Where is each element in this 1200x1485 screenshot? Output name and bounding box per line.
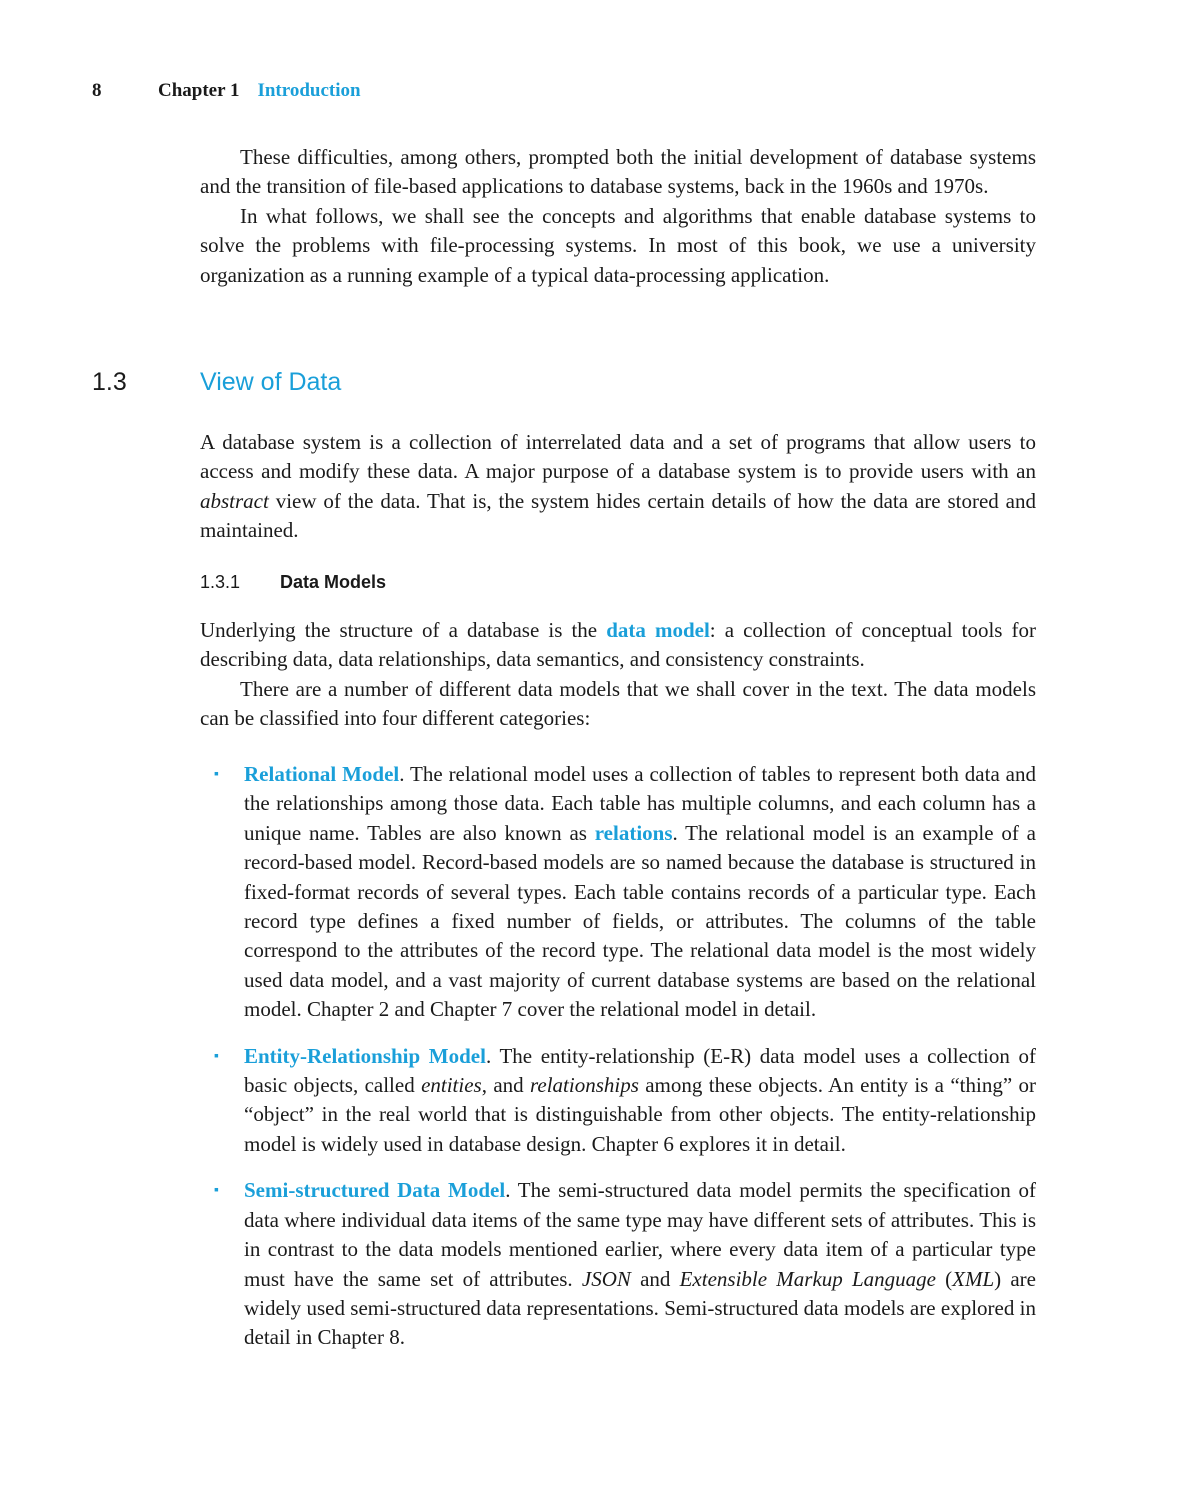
- subsection-title: Data Models: [280, 572, 387, 592]
- data-models-intro: [200, 616, 1036, 734]
- section-intro: [200, 428, 1036, 546]
- emphasis-relationships: relationships: [529, 1073, 639, 1098]
- list-item-semi-structured-model: [200, 1176, 1036, 1352]
- text-run: . The semi-structured data model permits the specification of data where individual data items of the same type may have different sets of attributes. This is in contrast to the data models mentioned earlier, where every data item of a particular type must have the same set of attributes.: [244, 1178, 1036, 1291]
- text-run: . The relational model is an example of a record-based model. Record-based models are so named because the database is structured in fixed-format records of several types. Each table contains records of a particular type. Each record type defines a fixed number of fields, or attributes. The columns of the table correspond to the attributes of the record type. The relational data model is the most widely used data model, and a vast majority of current database systems are based on the relational model. Chapter 2 and Chapter 7 cover the relational model in detail.: [244, 820, 1036, 1022]
- term-relational-model: Relational Model: [244, 762, 400, 786]
- intro-paragraphs: [200, 143, 1036, 290]
- text-run: : a collection of conceptual tools for describing data, data relationships, data semantics, and consistency constraints.: [200, 618, 1037, 672]
- text-run: (: [935, 1266, 953, 1291]
- emphasis-entities: entities: [421, 1073, 482, 1098]
- bullet-icon: ▪: [214, 767, 219, 782]
- list-item-entity-relationship-model: [200, 1042, 1036, 1160]
- subsection-number: 1.3.1: [200, 572, 241, 592]
- list-item-relational-model: [200, 760, 1036, 1025]
- text-run: ) are widely used semi-structured data representations. Semi-structured data models are explored in detail in Chapter 8.: [244, 1266, 1036, 1350]
- data-models-paragraph-2: There are a number of different data models that we shall cover in the text. The data models can be classified into four different categories:: [200, 676, 1036, 731]
- section-number: 1.3: [92, 368, 127, 396]
- emphasis-xml: XML: [952, 1266, 995, 1291]
- emphasis-xml-full: Extensible Markup Language: [679, 1266, 936, 1291]
- section-title: View of Data: [200, 368, 342, 396]
- chapter-title: Introduction: [257, 80, 361, 101]
- section-intro-paragraph: [200, 428, 1036, 546]
- text-run: . The entity-relationship (E-R) data model uses a collection of basic objects, called: [244, 1043, 1036, 1098]
- term-relations: relations: [594, 820, 673, 845]
- text-run: Underlying the structure of a database is the: [200, 618, 607, 642]
- subsection-heading: [200, 572, 386, 593]
- intro-paragraph-2: In what follows, we shall see the concepts and algorithms that enable database systems to solve the problems with file-processing systems. In most of this book, we use a university organization as a running example of a typical data-processing application.: [200, 203, 1036, 287]
- bullet-icon: ▪: [214, 1183, 219, 1199]
- text-run: A database system is a collection of interrelated data and a set of programs that allow users to access and modify these data. A major purpose of a database system is to provide users with an: [200, 430, 1036, 484]
- text-run: among these objects. An entity is a “thing” or “object” in the real world that is distinguishable from other objects. The entity-relationship model is widely used in database design. Chapter 6 explores it in detail.: [244, 1073, 1037, 1156]
- text-run: , and: [481, 1073, 530, 1098]
- data-models-paragraph-1: [200, 616, 1036, 675]
- term-data-model: data model: [606, 618, 710, 642]
- text-run: view of the data. That is, the system hides certain details of how the data are stored and maintained.: [200, 488, 1036, 543]
- running-head: [92, 80, 361, 102]
- section-heading: [92, 368, 341, 397]
- term-entity-relationship-model: Entity-Relationship Model: [244, 1043, 486, 1068]
- chapter-label: Chapter 1: [158, 80, 240, 101]
- emphasis-abstract: abstract: [200, 488, 269, 513]
- emphasis-json: JSON: [581, 1266, 631, 1291]
- intro-paragraph-1: These difficulties, among others, prompted both the initial development of database systems and the transition of file-based applications to database systems, back in the 1960s and 1970s.: [200, 145, 1036, 199]
- term-semi-structured-data-model: Semi-structured Data Model: [244, 1178, 506, 1203]
- page-number: 8: [92, 80, 102, 101]
- bullet-icon: ▪: [214, 1048, 219, 1064]
- data-model-list: [200, 760, 1036, 1370]
- text-run: . The relational model uses a collection of tables to represent both data and the relationships among those data. Each table has multiple columns, and each column has a unique name. Tables are also known as: [244, 762, 1036, 845]
- text-run: and: [630, 1266, 680, 1291]
